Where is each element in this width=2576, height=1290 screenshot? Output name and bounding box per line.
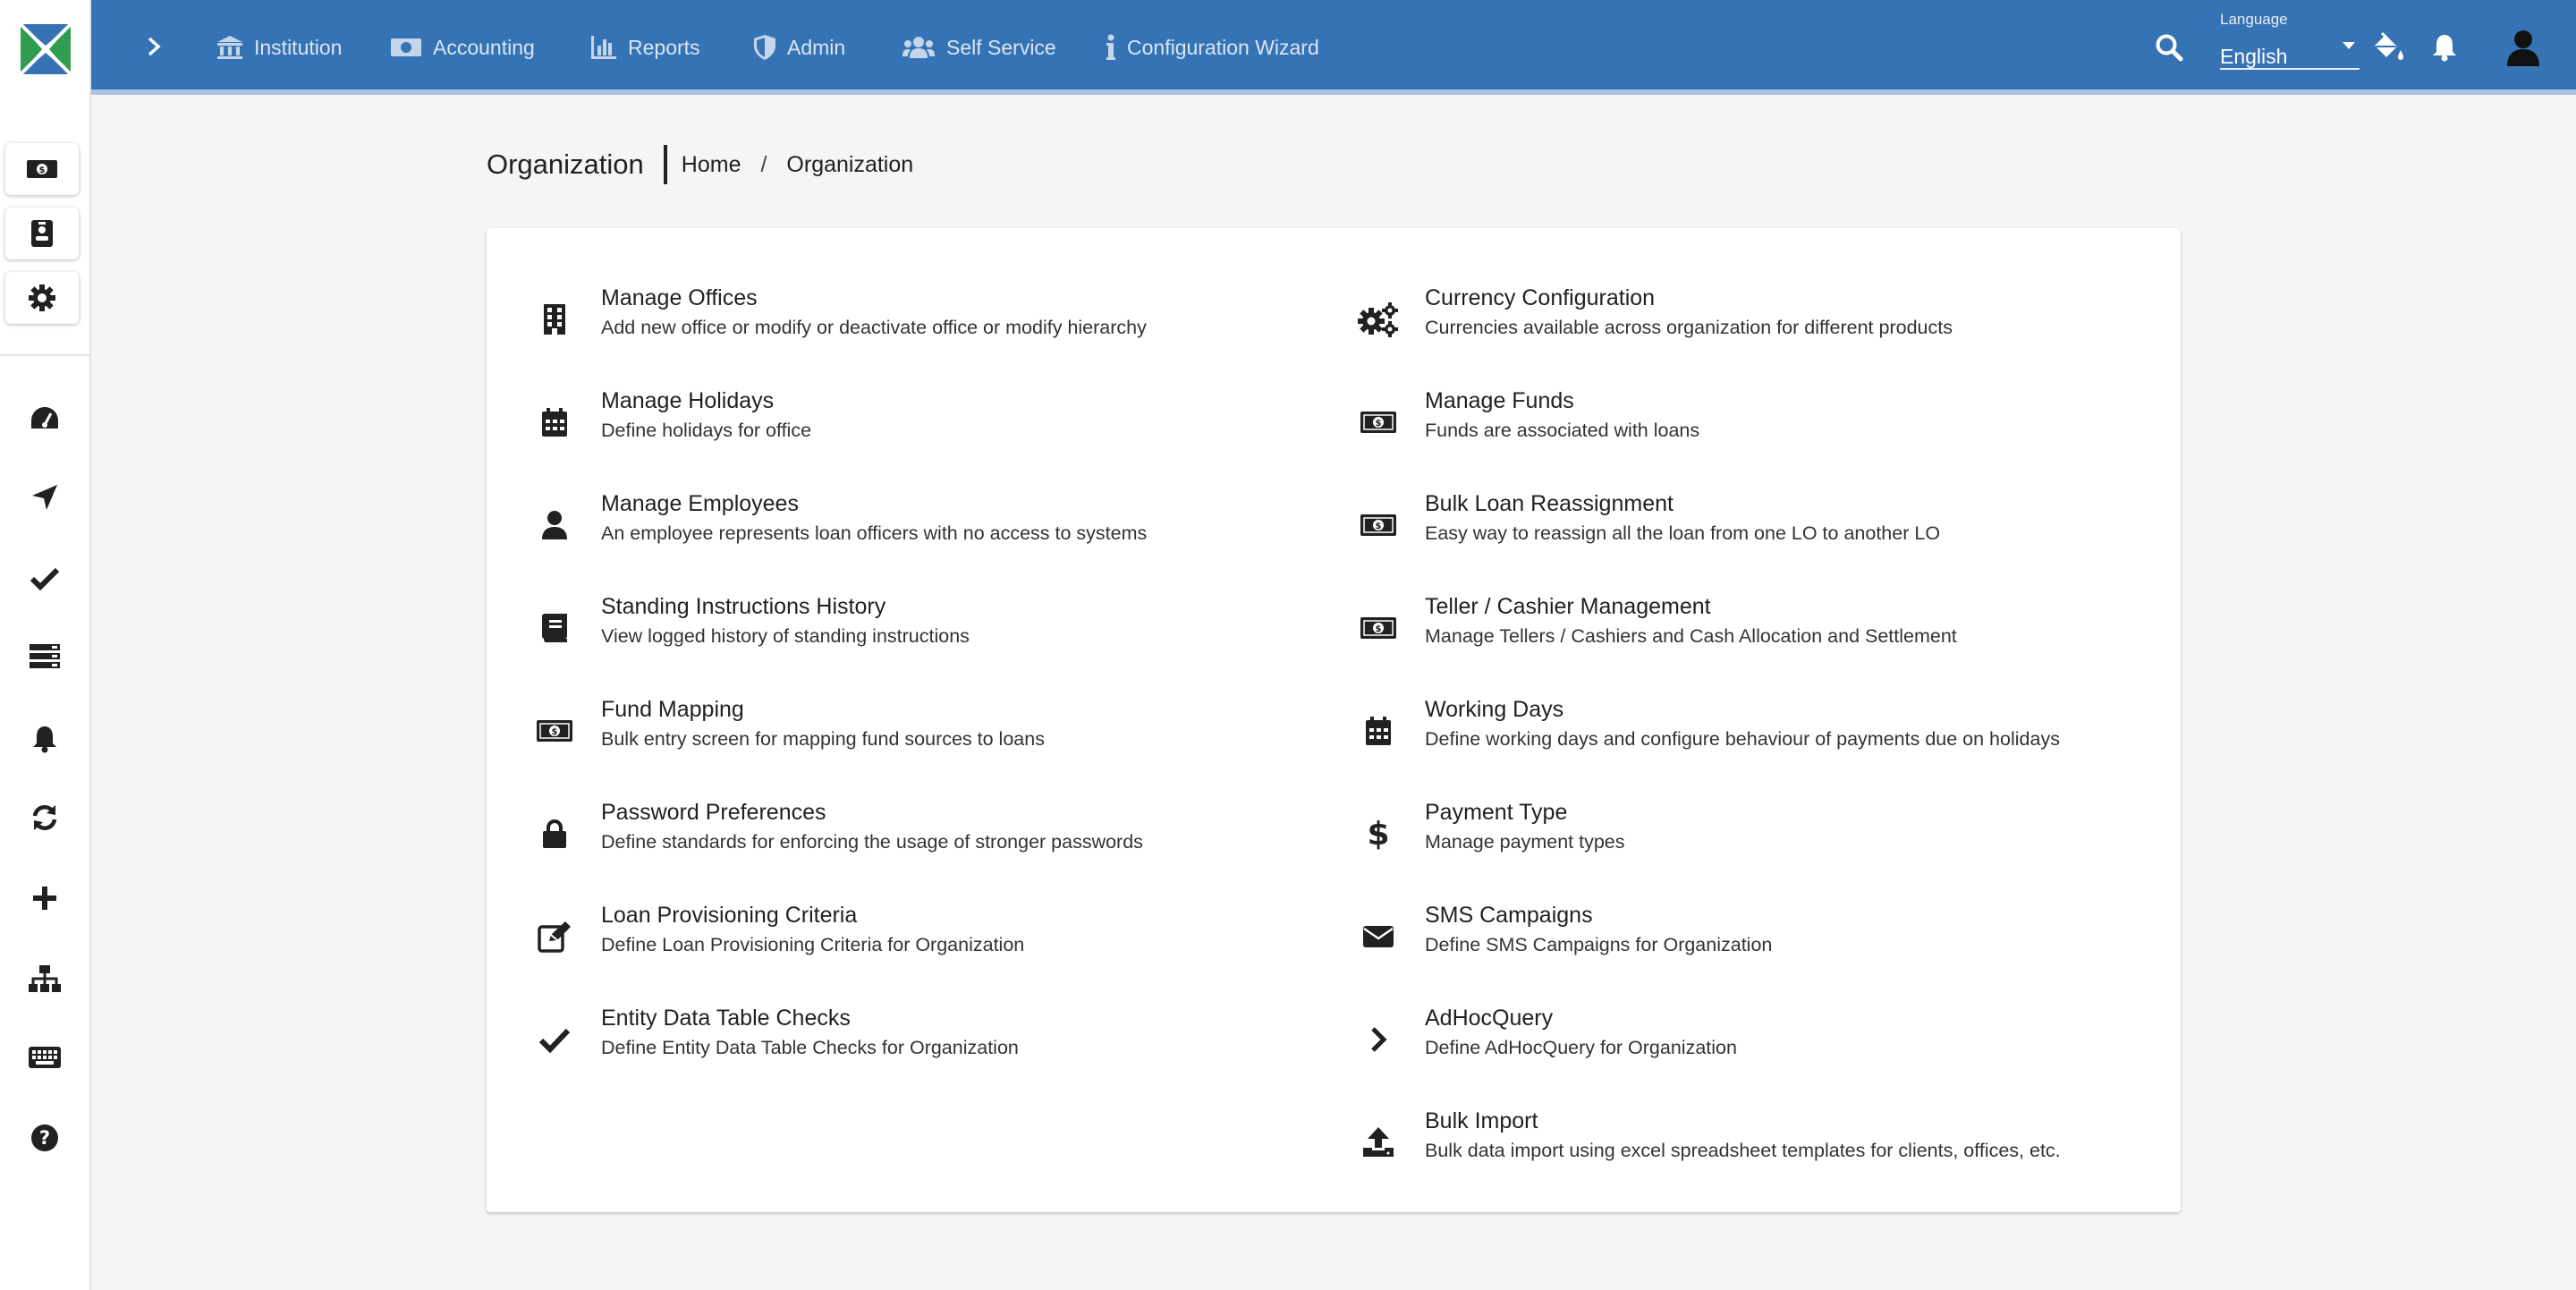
shortcut-badge-button[interactable]: [5, 208, 79, 259]
check-icon: [30, 566, 59, 590]
language-label: Language: [2220, 11, 2288, 28]
menu-item-description: Define working days and configure behaviour of payments due on holidays: [1425, 728, 2060, 750]
sidebar-item-sync[interactable]: [0, 791, 89, 844]
sync-icon: [30, 803, 59, 832]
sidebar-item-add[interactable]: [0, 871, 89, 925]
check-icon: [533, 1018, 576, 1061]
menu-item-description: Currencies available across organization for different products: [1425, 317, 1953, 338]
menu-item-description: Manage payment types: [1425, 831, 1625, 853]
shortcut-money-button[interactable]: [5, 143, 79, 195]
menu-item-title: Working Days: [1425, 697, 1564, 722]
menu-item-title: SMS Campaigns: [1425, 903, 1593, 928]
menu-item-description: Bulk data import using excel spreadsheet templates for clients, offices, etc.: [1425, 1140, 2061, 1161]
menu-item-sms-campaigns[interactable]: [1310, 845, 2097, 955]
sidebar-item-keyboard[interactable]: [0, 1031, 89, 1084]
nav-configuration-wizard[interactable]: [1106, 27, 1319, 68]
nav-institution-label: Institution: [254, 35, 343, 59]
sidebar-item-navigation[interactable]: [0, 471, 89, 524]
menu-item-title: Manage Funds: [1425, 388, 1574, 413]
nav-institution[interactable]: [216, 27, 342, 68]
nav-accounting-label: Accounting: [433, 35, 535, 59]
sidebar: [0, 0, 91, 1290]
language-value: English: [2220, 45, 2288, 68]
menu-item-description: Define standards for enforcing the usage of stronger passwords: [601, 831, 1143, 853]
menu-item-adhocquery[interactable]: [1310, 948, 2097, 1058]
server-icon: [29, 643, 61, 670]
chevron-right-icon: [147, 37, 161, 56]
menu-item-entity-data-table-checks[interactable]: [487, 948, 1274, 1058]
menu-item-description: Define AdHocQuery for Organization: [1425, 1037, 1737, 1058]
menu-item-title: Teller / Cashier Management: [1425, 594, 1711, 619]
menu-item-standing-instructions-history[interactable]: [487, 537, 1274, 647]
nav-self-service[interactable]: [902, 27, 1056, 68]
menu-item-description: Add new office or modify or deactivate office or modify hierarchy: [601, 317, 1147, 338]
svg-text:$: $: [1375, 522, 1382, 531]
menu-item-description: Manage Tellers / Cashiers and Cash Allocation and Settlement: [1425, 625, 1957, 647]
nav-reports[interactable]: [590, 27, 700, 68]
app-logo[interactable]: [0, 0, 91, 98]
menu-item-title: Bulk Loan Reassignment: [1425, 491, 1674, 516]
menu-item-title: AdHocQuery: [1425, 1006, 1554, 1031]
menu-item-description: Define Loan Provisioning Criteria for Organization: [601, 934, 1025, 955]
logo-icon: [17, 21, 74, 78]
menu-item-description: An employee represents loan officers with no access to systems: [601, 522, 1148, 544]
page-title: Organization: [487, 149, 644, 180]
nav-accounting[interactable]: [390, 27, 535, 68]
users-icon: [902, 36, 936, 59]
help-icon: [30, 1124, 59, 1152]
bell-icon: [32, 725, 57, 753]
menu-item-title: Entity Data Table Checks: [601, 1006, 851, 1031]
svg-text:?: ?: [38, 1127, 51, 1149]
search-button[interactable]: [2148, 27, 2190, 68]
navigation-icon: [30, 483, 59, 512]
shield-icon: [753, 34, 776, 61]
sidebar-item-dashboard[interactable]: [0, 392, 89, 446]
bank-icon: [216, 35, 243, 60]
nav-self-service-label: Self Service: [946, 35, 1056, 59]
menu-item-teller-cashier-management[interactable]: [1310, 537, 2097, 647]
menu-item-manage-employees[interactable]: [487, 434, 1274, 544]
menu-item-title: Payment Type: [1425, 800, 1568, 825]
menu-item-working-days[interactable]: [1310, 640, 2097, 750]
sidebar-item-help[interactable]: [0, 1111, 89, 1165]
plus-icon: [32, 886, 57, 911]
menu-item-title: Manage Offices: [601, 285, 758, 310]
menu-item-title: Bulk Import: [1425, 1108, 1538, 1133]
menu-item-fund-mapping[interactable]: [487, 640, 1274, 750]
language-selector[interactable]: [2220, 9, 2360, 73]
svg-text:$: $: [38, 165, 46, 175]
bell-icon: [2432, 33, 2457, 62]
info-icon: [1106, 34, 1116, 61]
menu-item-description: Define Entity Data Table Checks for Organization: [601, 1037, 1019, 1058]
menu-item-title: Currency Configuration: [1425, 285, 1656, 310]
menu-item-bulk-import[interactable]: [1310, 1051, 2097, 1161]
menu-item-description: Define holidays for office: [601, 420, 812, 441]
menu-item-title: Manage Employees: [601, 491, 799, 516]
sitemap-icon: [28, 964, 62, 993]
nav-reports-label: Reports: [628, 35, 700, 59]
shortcut-gear-button[interactable]: [5, 272, 79, 324]
menu-item-description: Funds are associated with loans: [1425, 420, 1700, 441]
search-icon: [2155, 33, 2183, 62]
menu-item-title: Password Preferences: [601, 800, 826, 825]
menu-item-manage-holidays[interactable]: [487, 331, 1274, 441]
svg-text:$: $: [1375, 624, 1382, 634]
sidebar-toggle-button[interactable]: [136, 29, 172, 64]
user-profile-button[interactable]: [2503, 27, 2544, 68]
keyboard-icon: [28, 1046, 62, 1069]
menu-item-manage-funds[interactable]: [1310, 331, 2097, 441]
menu-item-password-preferences[interactable]: [487, 743, 1274, 853]
upload-icon: [1357, 1121, 1400, 1164]
page-header: [487, 145, 913, 184]
badge-icon: [30, 219, 54, 248]
dashboard-icon: [30, 405, 60, 432]
title-divider: [664, 145, 667, 184]
gear-icon: [29, 284, 55, 311]
sidebar-divider: [0, 354, 89, 356]
nav-admin[interactable]: [753, 27, 845, 68]
breadcrumb-home-link[interactable]: Home: [681, 151, 741, 177]
breadcrumb-current: Organization: [786, 151, 914, 177]
menu-item-title: Loan Provisioning Criteria: [601, 903, 858, 928]
svg-text:$: $: [1367, 816, 1390, 853]
breadcrumb-separator: /: [760, 151, 767, 177]
sidebar-item-tasks[interactable]: [0, 551, 89, 605]
menu-item-loan-provisioning-criteria[interactable]: [487, 845, 1274, 955]
menu-item-description: Bulk entry screen for mapping fund sources to loans: [601, 728, 1045, 750]
top-navbar: [91, 0, 2576, 95]
organization-card: [487, 228, 2181, 1212]
nav-admin-label: Admin: [787, 35, 846, 59]
menu-item-bulk-loan-reassignment[interactable]: [1310, 434, 2097, 544]
theme-button[interactable]: [2368, 27, 2410, 68]
bar-chart-icon: [590, 35, 617, 60]
avatar: [2505, 29, 2541, 66]
money-icon: [26, 158, 58, 180]
menu-item-description: View logged history of standing instructions: [601, 625, 970, 647]
svg-text:$: $: [551, 727, 558, 737]
notifications-button[interactable]: [2424, 27, 2465, 68]
menu-item-currency-configuration[interactable]: [1310, 228, 2097, 338]
menu-item-description: Define SMS Campaigns for Organization: [1425, 934, 1773, 955]
language-select[interactable]: [2220, 34, 2360, 70]
menu-item-manage-offices[interactable]: [487, 228, 1274, 338]
caret-down-icon: [2342, 41, 2356, 50]
sidebar-item-hierarchy[interactable]: [0, 952, 89, 1006]
sidebar-item-notifications[interactable]: [0, 712, 89, 766]
menu-item-payment-type[interactable]: [1310, 743, 2097, 853]
svg-text:$: $: [1375, 419, 1382, 429]
menu-item-title: Manage Holidays: [601, 388, 775, 413]
paint-bucket-icon: [2373, 32, 2405, 63]
menu-item-title: Standing Instructions History: [601, 594, 886, 619]
sidebar-item-collections[interactable]: [0, 630, 89, 683]
money-icon: [390, 37, 422, 58]
menu-item-title: Fund Mapping: [601, 697, 744, 722]
nav-configuration-wizard-label: Configuration Wizard: [1127, 35, 1319, 59]
menu-item-description: Easy way to reassign all the loan from one LO to another LO: [1425, 522, 1941, 544]
